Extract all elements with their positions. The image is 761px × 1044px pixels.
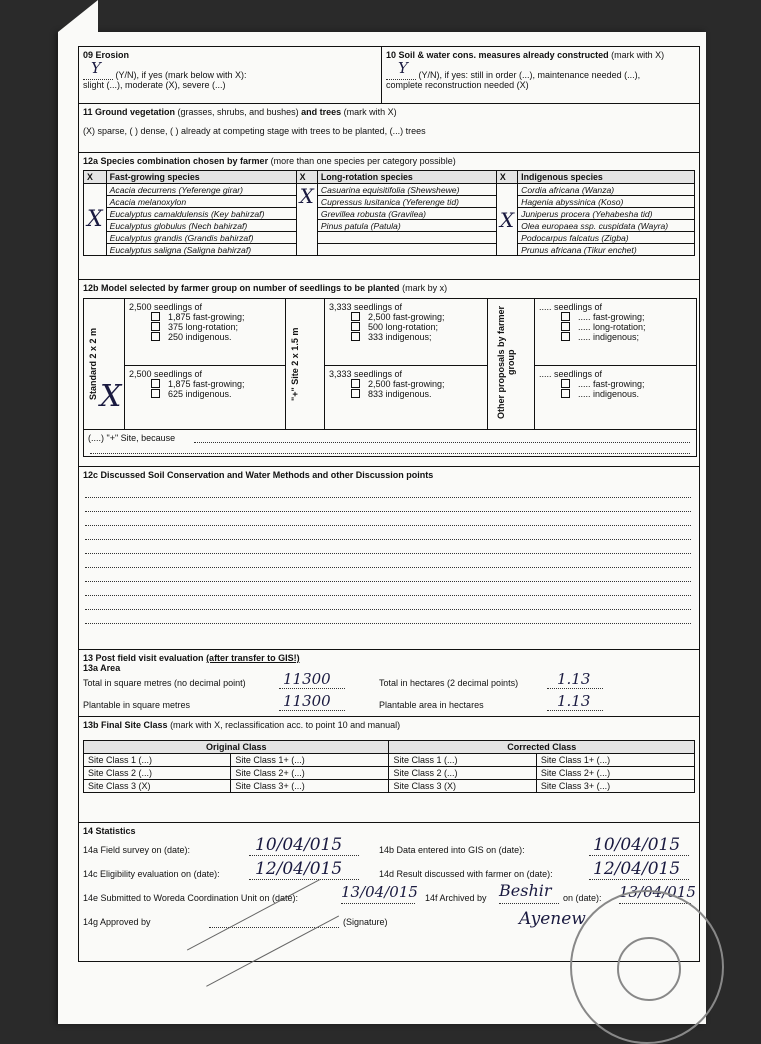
- o1-opt: ..... fast-growing;: [578, 312, 645, 322]
- o2-opt: ..... indigenous.: [578, 389, 640, 399]
- plus-site-because: (....) "+" Site, because: [88, 433, 176, 443]
- archived-by: Beshir: [499, 881, 552, 900]
- species-row: [84, 208, 695, 220]
- erosion-swc-row: [78, 46, 700, 104]
- long-species: Grevillea robusta (Gravilea): [317, 208, 496, 220]
- erosion-degree: slight (...), moderate (X), severe (...): [83, 80, 226, 90]
- archived-on-label: on (date):: [563, 893, 602, 903]
- other-label: Other proposals by farmer group: [496, 305, 516, 419]
- checkbox[interactable]: [151, 389, 160, 398]
- eligibility-date: 12/04/015: [255, 859, 343, 879]
- o1-opt: ..... indigenous;: [578, 332, 640, 342]
- standard-options: [124, 299, 286, 429]
- plus-site-because-box: [83, 430, 697, 457]
- final-class-suffix: (mark with X, reclassification acc. to point 10 and manual): [170, 720, 401, 730]
- checkbox[interactable]: [561, 379, 570, 388]
- s2-opt: 1,875 fast-growing;: [168, 379, 245, 389]
- indig-species: Podocarpus falcatus (Zigba): [518, 232, 695, 244]
- approved-label: 14g Approved by: [83, 917, 151, 927]
- species-table: [83, 170, 695, 256]
- submitted-label: 14e Submitted to Woreda Coordination Unit on (date):: [83, 893, 298, 903]
- corrected-class-head: Corrected Class: [389, 741, 695, 754]
- long-species: [317, 244, 496, 256]
- model-title-suffix: (mark by x): [402, 283, 448, 293]
- col-long-rotation: Long-rotation species: [317, 171, 496, 184]
- p2-head: 3,333 seedlings of: [329, 369, 403, 379]
- o1-head: ..... seedlings of: [539, 302, 603, 312]
- species-section: [78, 153, 700, 280]
- p1-opt: 500 long-rotation;: [368, 322, 439, 332]
- species-title: 12a Species combination chosen by farmer: [83, 156, 269, 166]
- swc-title-suffix: (mark with X): [611, 50, 665, 60]
- indig-species: Cordia africana (Wanza): [518, 184, 695, 196]
- long-species: [317, 232, 496, 244]
- p1-opt: 333 indigenous;: [368, 332, 432, 342]
- fast-species: Acacia decurrens (Yeferenge girar): [106, 184, 296, 196]
- swc-yn-value: Y: [398, 59, 408, 77]
- post-title: 13 Post field visit evaluation: [83, 653, 204, 663]
- ground-title-rest: (grasses, shrubs, and bushes): [177, 107, 299, 117]
- result-discussed-date: 12/04/015: [593, 859, 681, 879]
- checkbox[interactable]: [561, 322, 570, 331]
- ground-title-and: and trees: [301, 107, 342, 117]
- class-cell: Site Class 1 (...): [84, 754, 231, 767]
- archived-label: 14f Archived by: [425, 893, 487, 903]
- checkbox[interactable]: [561, 312, 570, 321]
- ground-vegetation-section: [78, 104, 700, 153]
- class-cell: Site Class 2 (...): [84, 767, 231, 780]
- checkbox[interactable]: [351, 332, 360, 341]
- species-row: [84, 220, 695, 232]
- official-seal: [570, 890, 724, 1044]
- standard-mark: X: [100, 379, 122, 414]
- erosion-section: [79, 47, 382, 103]
- model-title: 12b Model selected by farmer group on number of seedlings to be planted: [83, 283, 400, 293]
- form-page: [58, 32, 706, 1024]
- p2-opt: 833 indigenous.: [368, 389, 432, 399]
- class-cell: Site Class 3 (X): [389, 780, 536, 793]
- fast-species: Eucalyptus saligna (Saligna bahirzaf): [106, 244, 296, 256]
- class-cell: Site Class 1 (...): [389, 754, 536, 767]
- class-row: [84, 780, 695, 793]
- indig-species: Juniperus procera (Yehabesha tid): [518, 208, 695, 220]
- checkbox[interactable]: [151, 332, 160, 341]
- total-ha-label: Total in hectares (2 decimal points): [379, 678, 519, 688]
- long-species: Pinus patula (Patula): [317, 220, 496, 232]
- species-title-suffix: (more than one species per category possible): [270, 156, 456, 166]
- checkbox[interactable]: [351, 322, 360, 331]
- indig-species: Hagenia abyssinica (Koso): [518, 196, 695, 208]
- species-row: [84, 196, 695, 208]
- s1-opt: 375 long-rotation;: [168, 322, 239, 332]
- col-x-1: X: [84, 171, 107, 184]
- class-cell: Site Class 3+ (...): [536, 780, 694, 793]
- species-row: [84, 244, 695, 256]
- seal-center: [617, 937, 681, 1001]
- s2-opt: 625 indigenous.: [168, 389, 232, 399]
- plantable-ha-label: Plantable area in hectares: [379, 700, 484, 710]
- submitted-date: 13/04/015: [341, 883, 418, 901]
- standard-label: Standard 2 x 2 m: [88, 327, 98, 401]
- p1-head: 3,333 seedlings of: [329, 302, 403, 312]
- plus-site-label: "+" Site 2 x 1.5 m: [290, 327, 300, 401]
- model-section: [78, 280, 700, 467]
- site-class-table: [83, 740, 695, 793]
- checkbox[interactable]: [151, 322, 160, 331]
- other-options: [534, 299, 696, 429]
- fast-species: Eucalyptus globulus (Nech bahirzaf): [106, 220, 296, 232]
- checkbox[interactable]: [561, 389, 570, 398]
- indig-species: Prunus africana (Tikur enchet): [518, 244, 695, 256]
- o2-head: ..... seedlings of: [539, 369, 603, 379]
- o2-opt: ..... fast-growing;: [578, 379, 645, 389]
- o1-opt: ..... long-rotation;: [578, 322, 646, 332]
- stats-title: 14 Statistics: [83, 826, 136, 836]
- class-cell: Site Class 1+ (...): [231, 754, 389, 767]
- total-sqm-value: 11300: [283, 670, 331, 688]
- long-species: Casuarina equisitifolia (Shewshewe): [317, 184, 496, 196]
- gis-entered-label: 14b Data entered into GIS on (date):: [379, 845, 525, 855]
- plus-site-options: [324, 299, 488, 429]
- fast-species: Acacia melanoxylon: [106, 196, 296, 208]
- field-survey-date: 10/04/015: [255, 835, 343, 855]
- species-row: [84, 184, 695, 196]
- class-cell: Site Class 1+ (...): [536, 754, 694, 767]
- fast-species: Eucalyptus camaldulensis (Key bahirzaf): [106, 208, 296, 220]
- approval-signature: Ayenew: [519, 909, 586, 929]
- discussion-section: [78, 467, 700, 650]
- checkbox[interactable]: [561, 332, 570, 341]
- plantable-sqm-value: 11300: [283, 692, 331, 710]
- s1-opt: 1,875 fast-growing;: [168, 312, 245, 322]
- ground-title: 11 Ground vegetation: [83, 107, 176, 117]
- eligibility-label: 14c Eligibility evaluation on (date):: [83, 869, 220, 879]
- final-class-title: 13b Final Site Class: [83, 720, 168, 730]
- class-row: [84, 754, 695, 767]
- swc-line2: complete reconstruction needed (X): [386, 80, 529, 90]
- swc-section: [382, 47, 699, 103]
- col-x-2: X: [296, 171, 317, 184]
- class-cell: Site Class 3+ (...): [231, 780, 389, 793]
- p2-opt: 2,500 fast-growing;: [368, 379, 445, 389]
- species-row: [84, 232, 695, 244]
- col-indigenous: Indigenous species: [518, 171, 695, 184]
- class-cell: Site Class 2 (...): [389, 767, 536, 780]
- ground-title-suffix: (mark with X): [343, 107, 397, 117]
- class-cell: Site Class 2+ (...): [536, 767, 694, 780]
- class-cell: Site Class 2+ (...): [231, 767, 389, 780]
- long-species: Cupressus lusitanica (Yeferenge tid): [317, 196, 496, 208]
- indig-species: Olea europaea ssp. cuspidata (Wayra): [518, 220, 695, 232]
- archived-date: 13/04/015: [619, 883, 696, 901]
- plantable-ha-value: 1.13: [557, 692, 591, 710]
- signature-label: (Signature): [343, 917, 388, 927]
- gis-entered-date: 10/04/015: [593, 835, 681, 855]
- col-x-3: X: [496, 171, 517, 184]
- erosion-yn-text: (Y/N), if yes (mark below with X):: [115, 70, 247, 80]
- s2-head: 2,500 seedlings of: [129, 369, 203, 379]
- class-row: [84, 767, 695, 780]
- fast-mark: X: [87, 207, 103, 232]
- checkbox[interactable]: [351, 389, 360, 398]
- swc-title: 10 Soil & water cons. measures already constructed: [386, 50, 609, 60]
- checkbox[interactable]: [151, 312, 160, 321]
- s1-opt: 250 indigenous.: [168, 332, 232, 342]
- long-mark: X: [299, 184, 314, 208]
- total-sqm-label: Total in square metres (no decimal point): [83, 678, 246, 688]
- checkbox[interactable]: [151, 379, 160, 388]
- indig-mark: X: [499, 207, 515, 232]
- checkbox[interactable]: [351, 379, 360, 388]
- checkbox[interactable]: [351, 312, 360, 321]
- result-discussed-label: 14d Result discussed with farmer on (date):: [379, 869, 553, 879]
- model-grid: [83, 298, 697, 430]
- p1-opt: 2,500 fast-growing;: [368, 312, 445, 322]
- erosion-yn-value: Y: [91, 59, 101, 77]
- erosion-title: 09 Erosion: [83, 50, 130, 60]
- post-title-suffix: (after transfer to GIS!): [206, 653, 300, 663]
- post-evaluation-section: [78, 650, 700, 823]
- s1-head: 2,500 seedlings of: [129, 302, 203, 312]
- area-title: 13a Area: [83, 663, 121, 673]
- site-assessment-form: [78, 46, 700, 962]
- plantable-sqm-label: Plantable in square metres: [83, 700, 191, 710]
- class-cell: Site Class 3 (X): [84, 780, 231, 793]
- fast-species: Eucalyptus grandis (Grandis bahirzaf): [106, 232, 296, 244]
- swc-yn-text: (Y/N), if yes: still in order (...), maintenance needed (...),: [418, 70, 641, 80]
- discussion-title: 12c Discussed Soil Conservation and Water Methods and other Discussion points: [83, 470, 434, 480]
- col-fast-growing: Fast-growing species: [106, 171, 296, 184]
- field-survey-label: 14a Field survey on (date):: [83, 845, 191, 855]
- total-ha-value: 1.13: [557, 670, 591, 688]
- original-class-head: Original Class: [84, 741, 389, 754]
- ground-options: (X) sparse, ( ) dense, ( ) already at competing stage with trees to be planted, (...) trees: [83, 126, 426, 136]
